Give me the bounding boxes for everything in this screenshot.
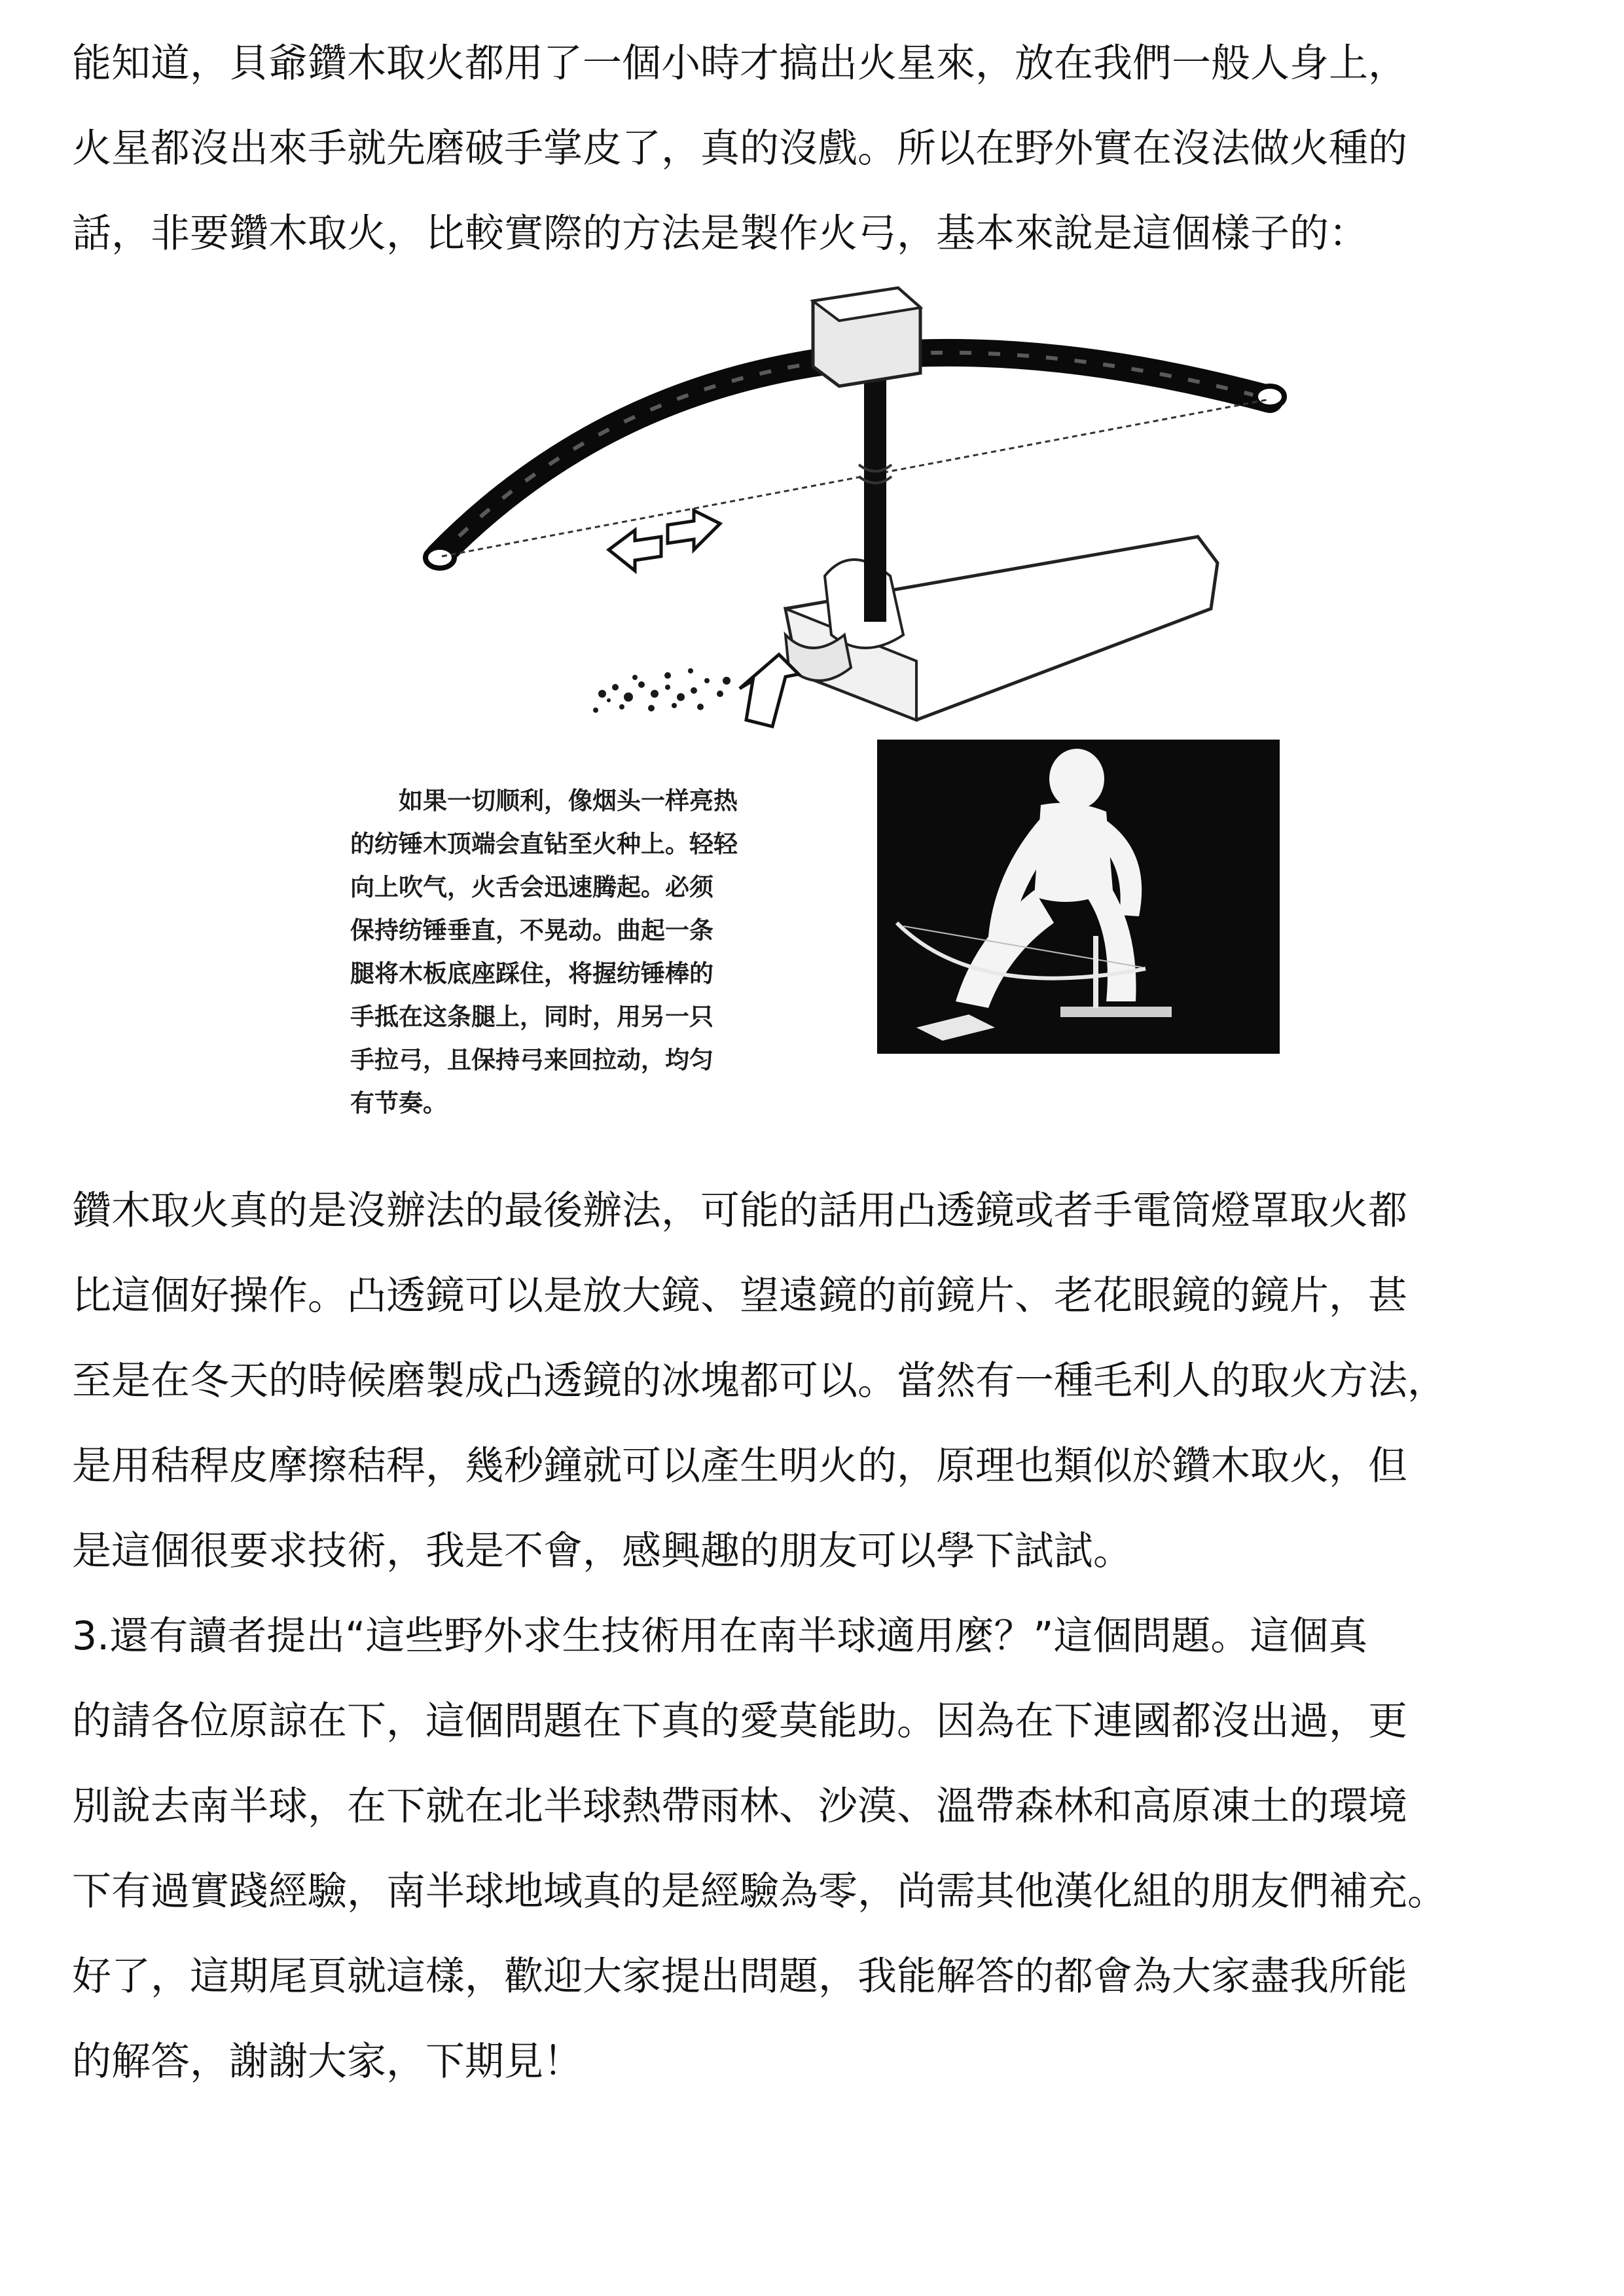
- tinder-pile: [593, 668, 731, 713]
- fire-bow-figure: [327, 268, 1309, 1158]
- bow-end-left: [425, 547, 454, 568]
- kneeling-person-photo: [877, 740, 1280, 1054]
- caption-line: 手拉弓，且保持弓来回拉动，均匀: [350, 1045, 713, 1074]
- paragraph-closing: [72, 1934, 1578, 2104]
- text-line: 3.還有讀者提出“這些野外求生技術用在南半球適用麼？”這個問題。這個真: [72, 1613, 1368, 1659]
- text-line: 的請各位原諒在下，這個問題在下真的愛莫能助。因為在下連國都沒出過，更: [72, 1698, 1407, 1744]
- text-line: 好了，這期尾頁就這樣，歡迎大家提出問題，我能解答的都會為大家盡我所能: [72, 1954, 1407, 2000]
- text-line: 話，非要鑽木取火，比較實際的方法是製作火弓，基本來說是這個樣子的：: [72, 211, 1368, 257]
- figure-caption: [350, 779, 848, 1124]
- caption-line: 如果一切顺利，像烟头一样亮热: [399, 786, 738, 815]
- paragraph-intro: [72, 21, 1578, 276]
- caption-line: 的纺锤木顶端会直钻至火种上。轻轻: [350, 829, 738, 858]
- motion-arrows-icon: [609, 530, 661, 571]
- text-line: 是這個很要求技術，我是不會，感興趣的朋友可以學下試試。: [72, 1528, 1132, 1574]
- bow-end-right: [1255, 386, 1284, 407]
- text-line: 至是在冬天的時候磨製成凸透鏡的冰塊都可以。當然有一種毛利人的取火方法，: [72, 1358, 1447, 1404]
- text-line: 能知道，貝爺鑽木取火都用了一個小時才搞出火星來，放在我們一般人身上，: [72, 41, 1407, 86]
- paragraph-southern-hemisphere: [72, 1594, 1578, 1934]
- caption-line: 腿将木板底座踩住，将握纺锤棒的: [350, 959, 713, 988]
- bow-string: [442, 399, 1270, 556]
- text-line: 下有過實踐經驗，南半球地域真的是經驗為零，尚需其他漢化組的朋友們補充。: [72, 1869, 1447, 1914]
- text-line: 的解答，謝謝大家，下期見！: [72, 2039, 583, 2085]
- caption-line: 手抵在这条腿上，同时，用另一只: [350, 1002, 713, 1031]
- caption-line: 有节奏。: [350, 1088, 447, 1117]
- caption-line: 向上吹气，火舌会迅速腾起。必须: [350, 872, 713, 901]
- paragraph-alternatives: [72, 1168, 1578, 1594]
- fire-bow-illustration: [327, 268, 1309, 740]
- text-line: 別說去南半球，在下就在北半球熱帶雨林、沙漠、溫帶森林和高原凍土的環境: [72, 1784, 1407, 1829]
- text-line: 比這個好操作。凸透鏡可以是放大鏡、望遠鏡的前鏡片、老花眼鏡的鏡片，甚: [72, 1273, 1407, 1319]
- text-line: 是用秸稈皮摩擦秸稈，幾秒鐘就可以產生明火的，原理也類似於鑽木取火，但: [72, 1443, 1407, 1489]
- notch-arrow-icon: [740, 655, 799, 726]
- spindle: [864, 353, 886, 622]
- caption-line: 保持纺锤垂直，不晃动。曲起一条: [350, 916, 713, 944]
- text-line: 火星都沒出來手就先磨破手掌皮了，真的沒戲。所以在野外實在沒法做火種的: [72, 126, 1407, 171]
- text-line: 鑽木取火真的是沒辦法的最後辦法，可能的話用凸透鏡或者手電筒燈罩取火都: [72, 1188, 1407, 1234]
